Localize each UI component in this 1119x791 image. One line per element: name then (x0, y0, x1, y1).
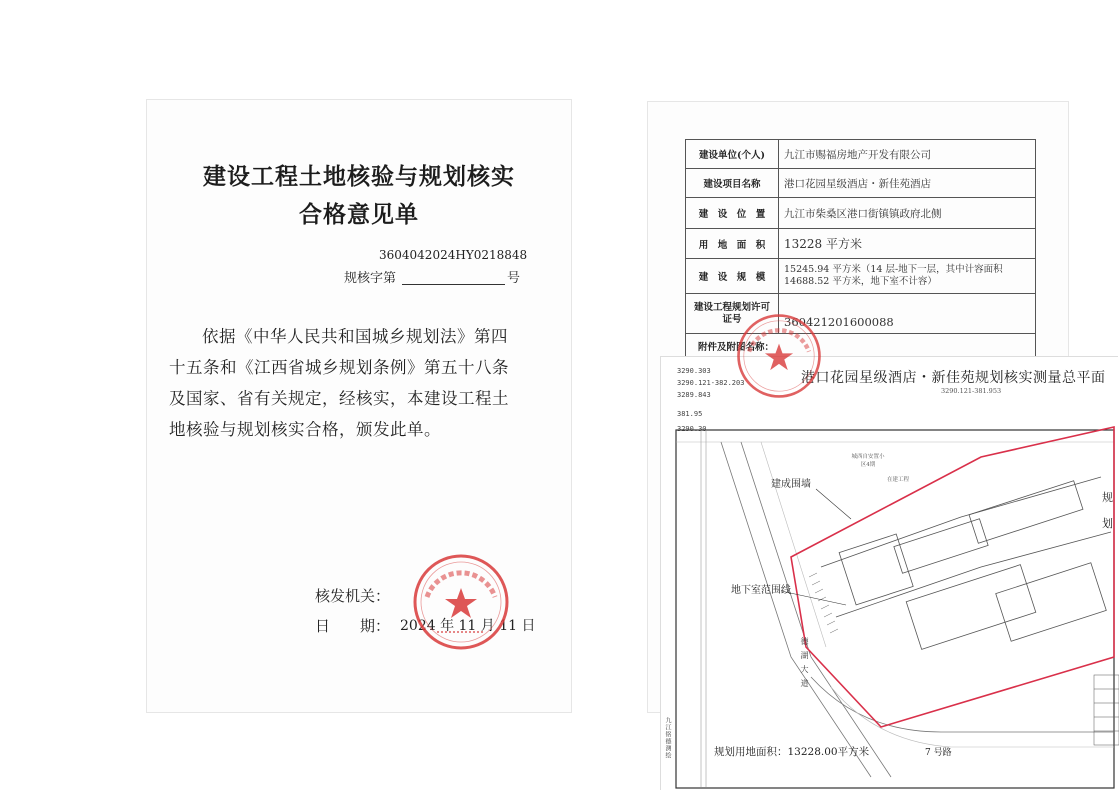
site-plan-subtitle: 3290.121-381.953 (941, 387, 1002, 395)
plan-seal-icon (735, 312, 823, 400)
table-key: 用 地 面 积 (686, 229, 779, 259)
table-key: 建设项目名称 (686, 169, 779, 198)
table-value: 港口花园星级酒店・新佳苑酒店 (779, 169, 1036, 198)
table-key: 建 设 位 置 (686, 198, 779, 229)
side-mark-2: 划 (1102, 517, 1113, 530)
body-line-1: 依据《中华人民共和国城乡规划法》第四 (202, 327, 508, 346)
document-number-underline (402, 284, 505, 285)
table-row (686, 259, 1036, 294)
official-seal-icon (411, 552, 511, 652)
table-value: 九江市柴桑区港口街镇镇政府北侧 (779, 198, 1036, 229)
table-value: 15245.94 平方米（14 层-地下一层，其中计容面积 14688.52 平方米，地下室不计容） (779, 259, 1036, 294)
coordinate-label: 3289.843 (677, 391, 711, 399)
basement-label: 地下室范围线 (731, 585, 791, 596)
body-line-2: 十五条和《江西省城乡规划条例》第五十八条 (169, 358, 509, 377)
planned-area-label: 规划用地面积：13228.00平方米 (714, 746, 870, 758)
document-number-prefix: 规核字第 (344, 271, 397, 286)
issue-date: 2024 年 11 月 11 日 (400, 618, 536, 634)
table-key: 建设工程规划许可证号 (686, 294, 779, 334)
body-line-4: 地核验与规划核实合格，颁发此单。 (169, 420, 441, 439)
table-value: 360421201600088 (779, 294, 1036, 334)
coordinate-label: 381.95 (677, 410, 703, 418)
table-value: 13228 平方米 (779, 229, 1036, 259)
table-row (686, 169, 1036, 198)
wall-label: 建成围墙 (771, 479, 811, 490)
under-construction-label: 在建工程 (887, 477, 910, 483)
document-number: 3604042024HY0218848 (379, 248, 528, 262)
table-key: 建设单位(个人) (686, 140, 779, 169)
certificate-sheet (147, 100, 571, 712)
surveyor-label: 九江铭德测绘 (664, 717, 671, 759)
coordinate-label: 3290.303 (677, 367, 711, 375)
north-block-label: 城西自安置小区4期 (851, 454, 885, 468)
date-label: 日 期： (315, 617, 391, 635)
site-plan-title: 港口花园星级酒店・新佳苑规划核实测量总平面 (801, 370, 1106, 386)
table-row (686, 229, 1036, 259)
road-label-bottom: 7 号路 (925, 748, 952, 758)
certificate-title-line1: 建设工程土地核验与规划核实 (203, 163, 515, 190)
table-key: 建 设 规 模 (686, 259, 779, 294)
side-mark: 规 (1102, 491, 1113, 504)
table-value: 九江市赐福房地产开发有限公司 (779, 140, 1036, 169)
issuer-label: 核发机关： (315, 587, 391, 605)
document-number-suffix: 号 (507, 271, 521, 286)
table-key: 附件及附图名称： (686, 334, 1036, 358)
certificate-title-line2: 合格意见单 (299, 201, 419, 228)
body-line-3: 及国家、省有关规定，经核实，本建设工程土 (169, 389, 509, 408)
site-plan (661, 357, 1119, 791)
road-label-vertical: 德湖大道 (800, 637, 809, 693)
coordinate-label: 3290.121-382.203 (677, 379, 745, 387)
site-plan-drawing (661, 357, 1119, 791)
table-row (686, 140, 1036, 169)
table-row (686, 198, 1036, 229)
coordinate-label: 3290.30 (677, 425, 707, 433)
